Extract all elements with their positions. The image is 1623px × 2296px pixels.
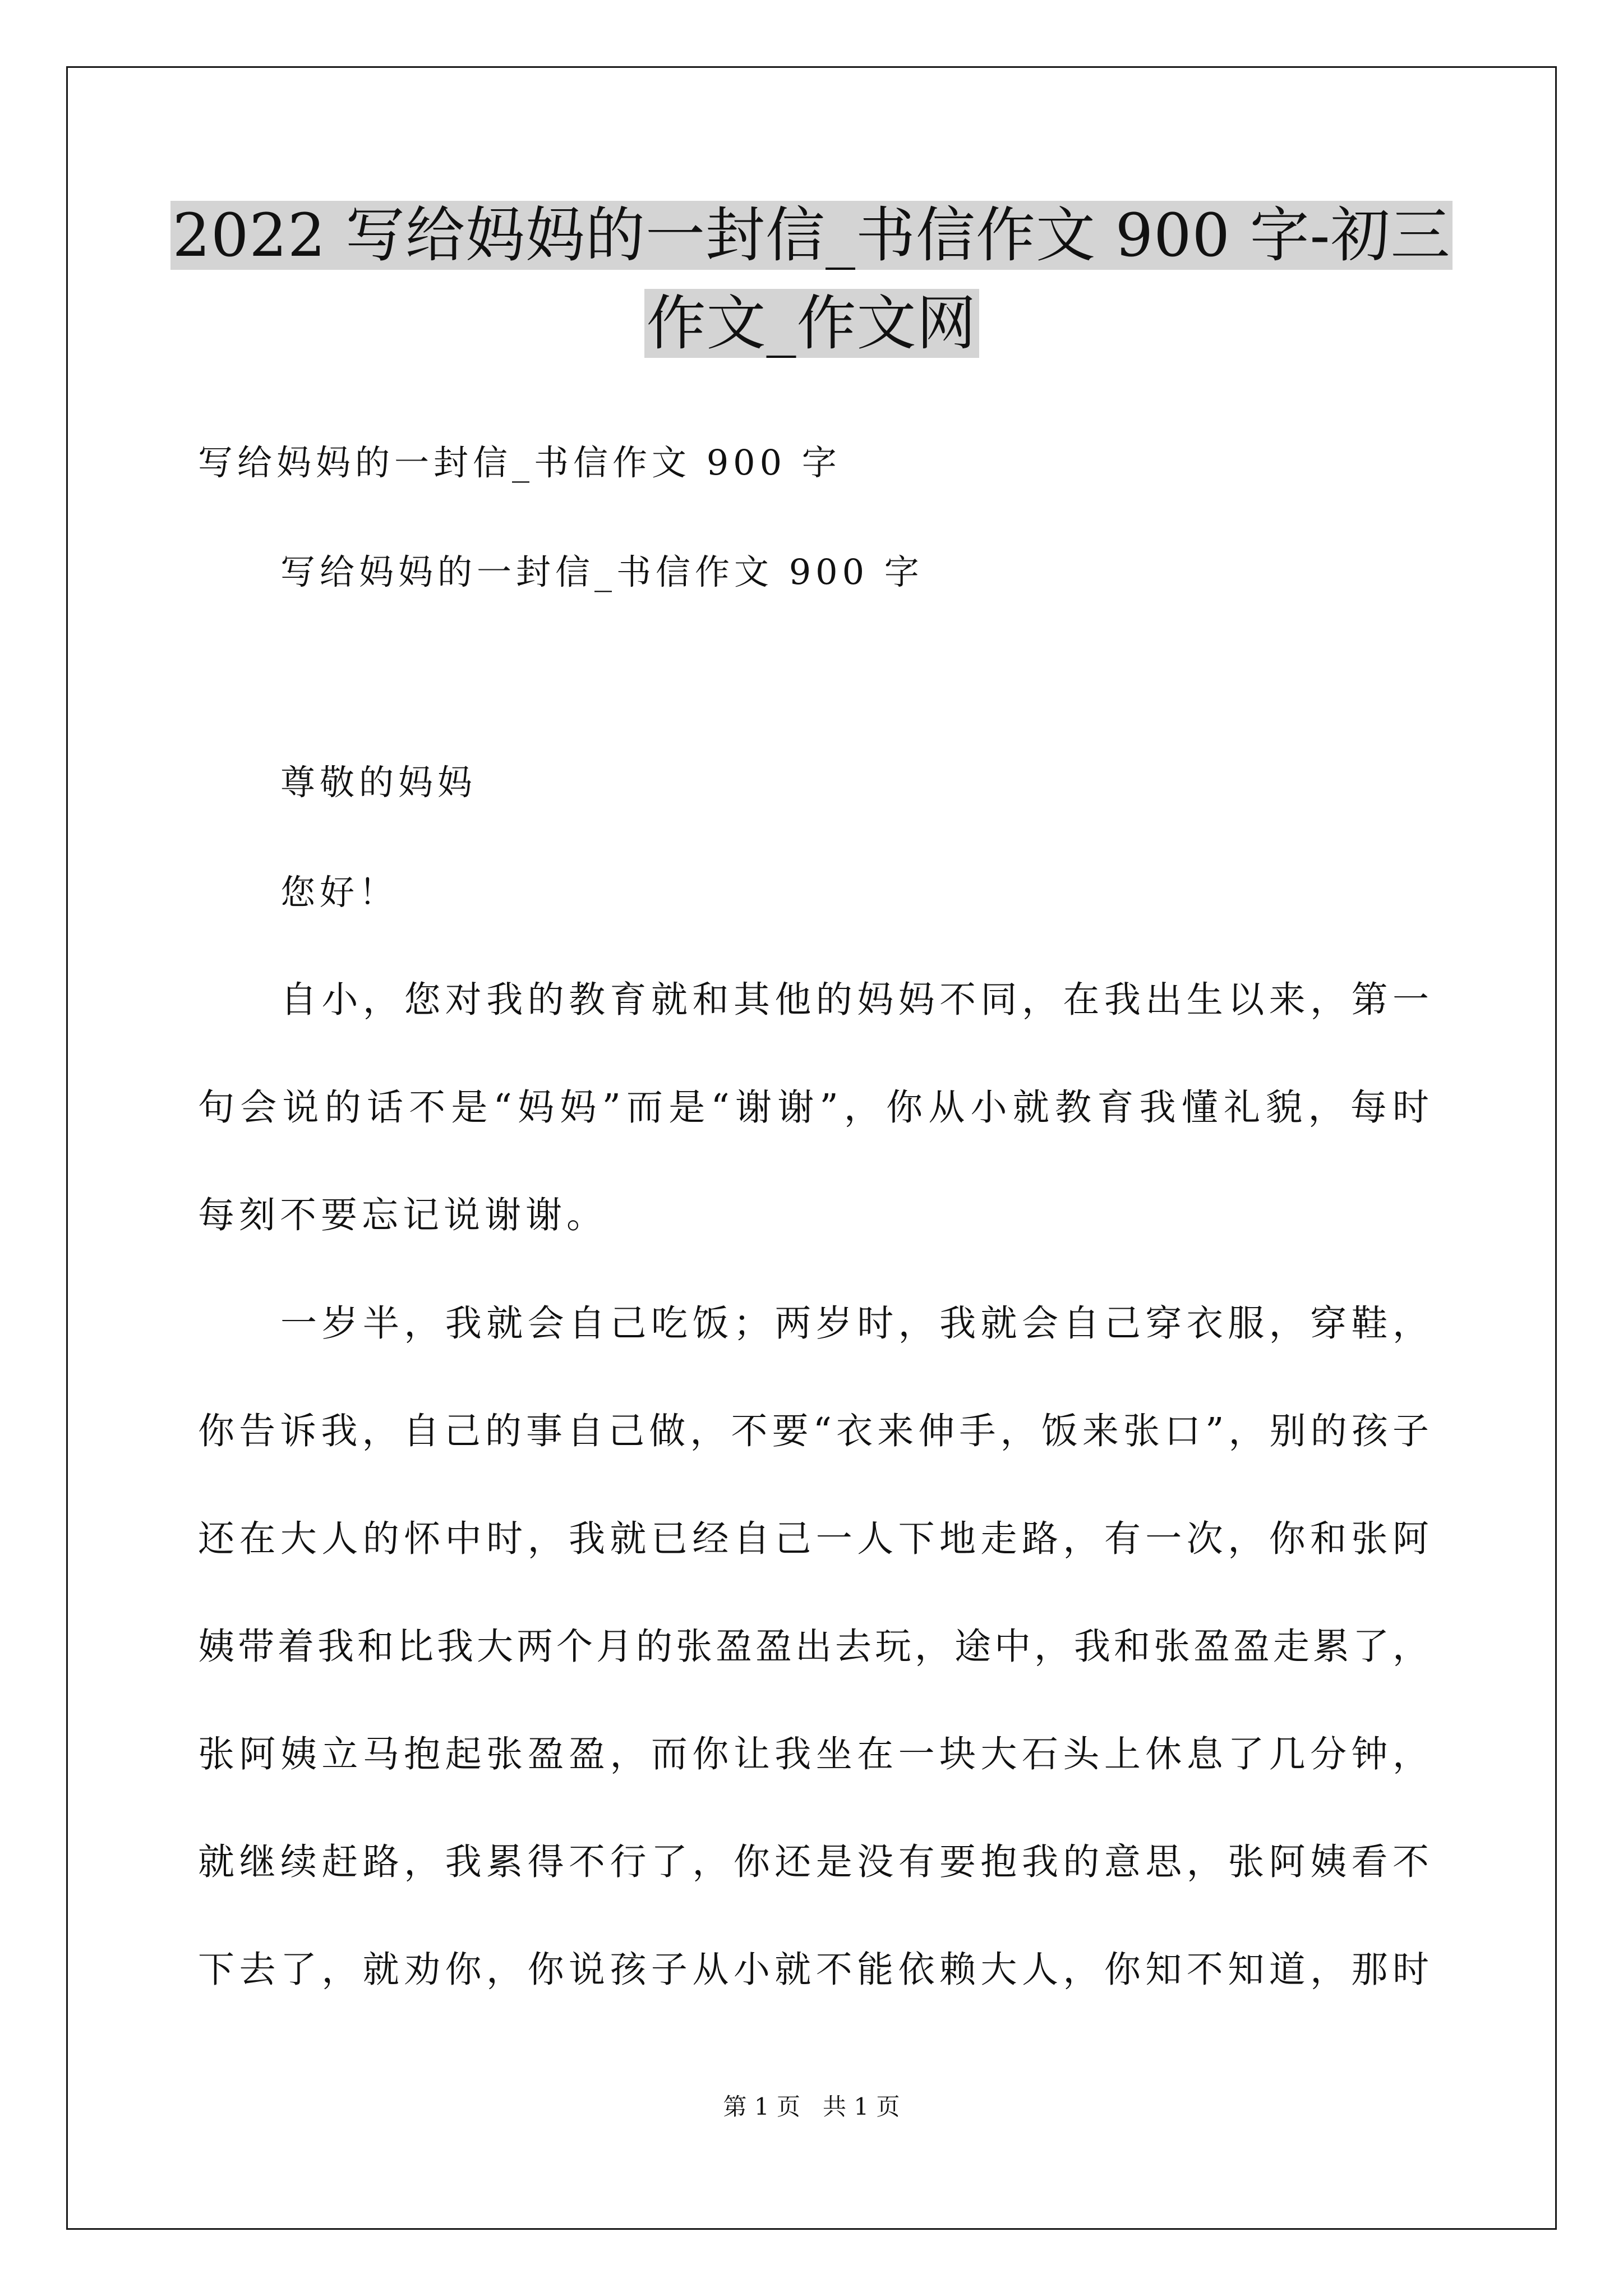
paragraph-2-line: 张阿姨立马抱起张盈盈，而你让我坐在一块大石头上休息了几分钟， (198, 1733, 1429, 1775)
subtitle-primary: 写给妈妈的一封信_书信作文 900 字 (198, 442, 841, 483)
salutation: 尊敬的妈妈 (280, 762, 477, 803)
paragraph-2-line: 下去了，就劝你，你说孩子从小就不能依赖大人，你知不知道，那时 (198, 1949, 1429, 1991)
paragraph-2-line: 姨带着我和比我大两个月的张盈盈出去玩，途中，我和张盈盈走累了， (198, 1626, 1429, 1668)
paragraph-2-line: 你告诉我，自己的事自己做，不要“衣来伸手，饭来张口”，别的孩子 (198, 1410, 1429, 1452)
paragraph-1-line: 句会说的话不是“妈妈”而是“谢谢”，你从小就教育我懂礼貌，每时 (198, 1087, 1429, 1129)
greeting: 您好！ (280, 872, 399, 913)
document-title-line-2 (0, 282, 1623, 366)
paragraph-1-line: 自小，您对我的教育就和其他的妈妈不同，在我出生以来，第一 (280, 979, 1429, 1021)
document-title-line-1 (0, 194, 1623, 278)
title-highlight-2: 作文_作文网 (644, 289, 979, 358)
page-border (66, 66, 1557, 2230)
page-footer: 第 1 页 共 1 页 (723, 2093, 900, 2120)
subtitle-secondary: 写给妈妈的一封信_书信作文 900 字 (280, 551, 924, 592)
paragraph-2-line: 就继续赶路，我累得不行了，你还是没有要抱我的意思，张阿姨看不 (198, 1841, 1429, 1883)
paragraph-2-line: 一岁半，我就会自己吃饭；两岁时，我就会自己穿衣服，穿鞋， (280, 1303, 1429, 1345)
paragraph-2-line: 还在大人的怀中时，我就已经自己一人下地走路，有一次，你和张阿 (198, 1518, 1429, 1560)
title-highlight-1: 2022 写给妈妈的一封信_书信作文 900 字-初三 (170, 201, 1453, 270)
paragraph-1-line: 每刻不要忘记说谢谢。 (198, 1194, 608, 1236)
